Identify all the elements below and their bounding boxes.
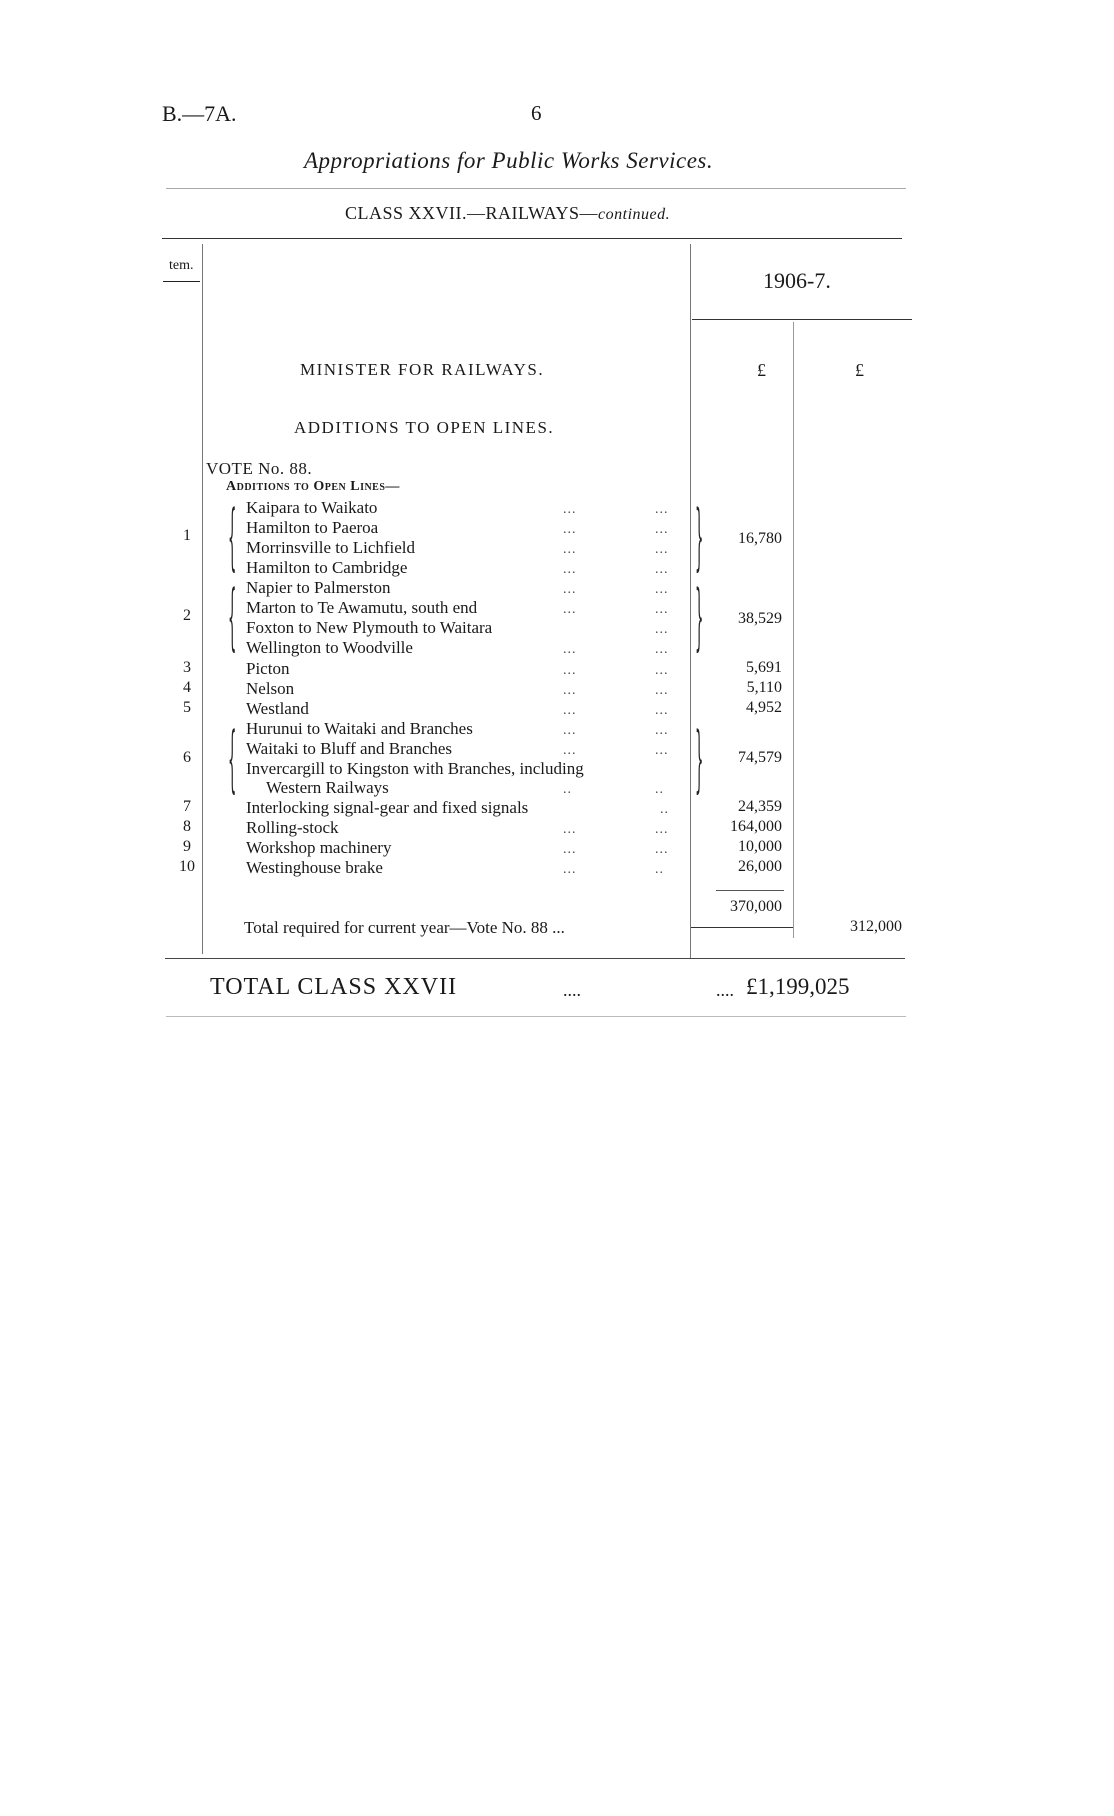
line-description: Hurunui to Waitaki and Branches: [246, 719, 473, 738]
item-number: 9: [183, 838, 191, 855]
line-description: Marton to Te Awamutu, south end: [246, 598, 478, 617]
leader-dots: ...: [563, 683, 577, 698]
leader-dots: ...: [655, 602, 669, 617]
reference-code: B.—7A.: [162, 101, 237, 126]
amount: 38,529: [738, 610, 782, 627]
running-title: Appropriations for Public Works Services.: [304, 148, 714, 173]
leader-dots: ...: [655, 502, 669, 517]
rule-under-title: [166, 188, 906, 189]
section-heading: ADDITIONS TO OPEN LINES.: [294, 418, 555, 437]
item-column-header: tem.: [169, 258, 194, 273]
rule-bottom-table: [165, 958, 905, 959]
class-heading: [345, 203, 670, 224]
line-description: Rolling-stock: [246, 818, 339, 837]
left-brace: {: [228, 575, 237, 659]
leader-dots: ...: [655, 842, 669, 857]
item-column-divider: [202, 244, 203, 954]
line-description: Nelson: [246, 679, 295, 698]
class-total-label: TOTAL CLASS XXVII: [210, 974, 458, 1000]
amount: 5,110: [746, 679, 782, 696]
leader-dots: ...: [563, 743, 577, 758]
vote-label: VOTE No. 88.: [206, 459, 313, 478]
leader-dots: ..: [655, 782, 664, 797]
vote-subheading: Additions to Open Lines—: [226, 479, 400, 494]
rule-under-total: [166, 1016, 906, 1017]
line-description: Hamilton to Paeroa: [246, 518, 379, 537]
leader-dots: ...: [563, 842, 577, 857]
leader-dots: ...: [563, 862, 577, 877]
total-amount: 312,000: [850, 918, 902, 935]
line-description: Wellington to Woodville: [246, 638, 413, 657]
line-description: Kaipara to Waikato: [246, 498, 378, 517]
class-heading-continued: continued.: [598, 206, 671, 223]
line-description: Westland: [246, 699, 309, 718]
class-total-dots: ....: [716, 980, 734, 1000]
leader-dots: ...: [563, 822, 577, 837]
amount: 74,579: [738, 749, 782, 766]
amount: 26,000: [738, 858, 782, 875]
class-total-dots: ....: [563, 980, 581, 1000]
leader-dots: ...: [563, 522, 577, 537]
currency-symbol-col2: £: [855, 360, 864, 380]
amount: 24,359: [738, 798, 782, 815]
class-heading-main: CLASS XXVII.—RAILWAYS—: [345, 203, 599, 223]
item-header-underline: [163, 281, 200, 282]
leader-dots: ..: [655, 862, 664, 877]
amount: 16,780: [738, 530, 782, 547]
amount-column-divider: [690, 244, 691, 958]
leader-dots: ...: [655, 663, 669, 678]
line-description: Interlocking signal-gear and fixed signals: [246, 798, 529, 817]
right-brace: }: [695, 575, 704, 659]
item-number: 1: [183, 527, 191, 544]
leader-dots: ..: [660, 802, 669, 817]
amount-inner-divider: [793, 322, 794, 938]
leader-dots: ...: [563, 602, 577, 617]
amount: 164,000: [730, 818, 782, 835]
leader-dots: ...: [563, 723, 577, 738]
item-number: 8: [183, 818, 191, 835]
item-number: 4: [183, 679, 191, 696]
item-number: 10: [179, 858, 195, 875]
leader-dots: ...: [655, 522, 669, 537]
currency-symbol-col1: £: [757, 360, 766, 380]
line-description: Picton: [246, 659, 290, 678]
leader-dots: ...: [563, 703, 577, 718]
leader-dots: ...: [655, 723, 669, 738]
leader-dots: ...: [655, 822, 669, 837]
right-brace: }: [695, 495, 704, 579]
total-rule: [691, 927, 793, 928]
item-number: 5: [183, 699, 191, 716]
page-number: 6: [531, 101, 542, 125]
total-label-text: Total required for current year—Vote No. 88: [244, 918, 548, 937]
leader-dots: ...: [563, 542, 577, 557]
leader-dots: ...: [655, 683, 669, 698]
leader-dots: ...: [655, 562, 669, 577]
line-description: Workshop machinery: [246, 838, 392, 857]
line-description: Westinghouse brake: [246, 858, 383, 877]
line-description: Foxton to New Plymouth to Waitara: [246, 618, 493, 637]
item-number: 3: [183, 659, 191, 676]
leader-dots: ...: [655, 703, 669, 718]
minister-heading: MINISTER FOR RAILWAYS.: [300, 360, 545, 379]
total-label: [244, 918, 565, 938]
leader-dots: ...: [655, 542, 669, 557]
item-number: 7: [183, 798, 191, 815]
line-description: Waitaki to Bluff and Branches: [246, 739, 453, 758]
leader-dots: ...: [655, 743, 669, 758]
leader-dots: ...: [655, 622, 669, 637]
amount: 5,691: [746, 659, 782, 676]
item-number: 6: [183, 749, 191, 766]
amount: 10,000: [738, 838, 782, 855]
subtotal-amount: 370,000: [730, 898, 782, 915]
leader-dots: ..: [563, 782, 572, 797]
line-description: Napier to Palmerston: [246, 578, 391, 597]
leader-dots: ...: [655, 642, 669, 657]
subtotal-rule: [716, 890, 784, 891]
class-total-amount: £1,199,025: [746, 974, 850, 999]
line-description: Western Railways: [266, 778, 389, 797]
leader-dots: ...: [655, 582, 669, 597]
leader-dots: ...: [563, 502, 577, 517]
item-number: 2: [183, 607, 191, 624]
leader-dots: ...: [563, 562, 577, 577]
amount: 4,952: [746, 699, 782, 716]
right-brace: }: [695, 717, 704, 801]
total-label-dots: ...: [552, 918, 565, 937]
leader-dots: ...: [563, 642, 577, 657]
rule-top-table: [162, 238, 902, 239]
left-brace: {: [228, 495, 237, 579]
leader-dots: ...: [563, 663, 577, 678]
line-description: Morrinsville to Lichfield: [246, 538, 416, 557]
year-header: 1906-7.: [763, 268, 831, 293]
line-description: Invercargill to Kingston with Branches, including: [246, 759, 584, 778]
leader-dots: ...: [563, 582, 577, 597]
left-brace: {: [228, 717, 237, 801]
line-description: Hamilton to Cambridge: [246, 558, 408, 577]
year-header-underline: [692, 319, 912, 320]
